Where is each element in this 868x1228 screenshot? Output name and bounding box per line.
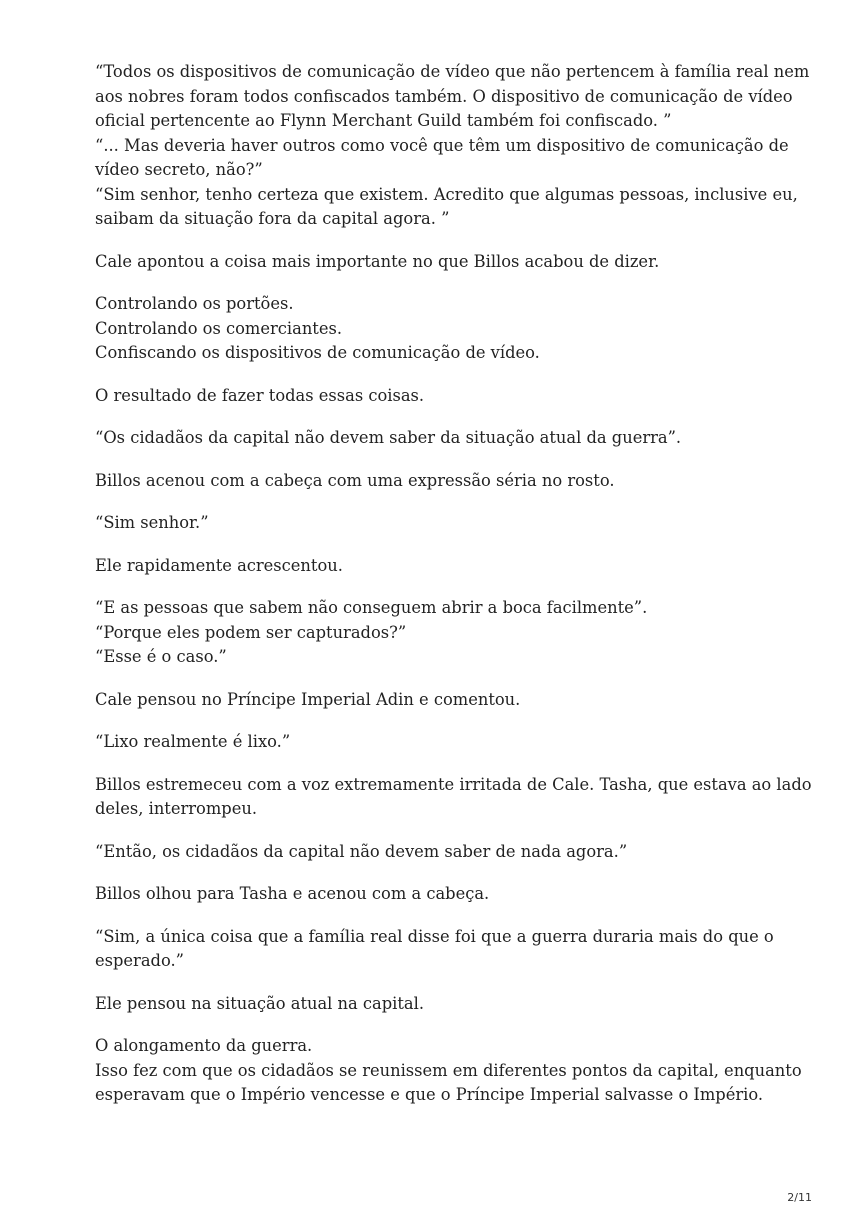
document-body	[95, 60, 812, 1126]
paragraph	[95, 292, 775, 366]
paragraph	[95, 1034, 802, 1108]
text-line: esperavam que o Império vencesse e que o Príncipe Imperial salvasse o Império.	[95, 1085, 764, 1104]
text-line: oficial pertencente ao Flynn Merchant Guild também foi confiscado. ”	[95, 111, 672, 130]
paragraph	[95, 882, 775, 907]
text-line: Confiscando os dispositivos de comunicação de vídeo.	[95, 343, 540, 362]
paragraph	[95, 773, 812, 822]
text-line: “Os cidadãos da capital não devem saber da situação atual da guerra”.	[95, 428, 682, 447]
text-line: “Sim senhor.”	[95, 513, 209, 532]
paragraph	[95, 925, 775, 974]
text-line: O resultado de fazer todas essas coisas.	[95, 385, 425, 405]
text-line: Ele pensou na situação atual na capital.	[95, 993, 425, 1013]
text-line: “E as pessoas que sabem não conseguem abrir a boca facilmente”.	[95, 598, 648, 617]
paragraph	[95, 384, 775, 409]
text-line: Isso fez com que os cidadãos se reunissem em diferentes pontos da capital, enquanto	[95, 1060, 802, 1080]
text-line: “Porque eles podem ser capturados?”	[95, 622, 407, 642]
text-line: “Sim, a única coisa que a família real disse foi que a guerra duraria mais do que o	[95, 926, 774, 946]
text-line: Billos olhou para Tasha e acenou com a cabeça.	[95, 884, 490, 903]
text-line: “Sim senhor, tenho certeza que existem. Acredito que algumas pessoas, inclusive eu,	[95, 184, 798, 204]
text-line: Billos acenou com a cabeça com uma expressão séria no rosto.	[95, 470, 615, 490]
paragraph	[95, 60, 810, 232]
paragraph	[95, 688, 775, 713]
page-number: 2/11	[787, 1191, 812, 1204]
text-line: aos nobres foram todos confiscados também. O dispositivo de comunicação de vídeo	[95, 86, 793, 106]
text-line: “... Mas deveria haver outros como você que têm um dispositivo de comunicação de	[95, 135, 789, 155]
text-line: Controlando os comerciantes.	[95, 318, 343, 338]
paragraph	[95, 469, 775, 494]
paragraph	[95, 730, 775, 755]
text-line: Cale pensou no Príncipe Imperial Adin e comentou.	[95, 689, 521, 709]
text-line: “Todos os dispositivos de comunicação de vídeo que não pertencem à família real nem	[95, 62, 810, 81]
paragraph	[95, 511, 775, 536]
paragraph	[95, 426, 775, 451]
text-line: “Esse é o caso.”	[95, 647, 227, 666]
text-line: saibam da situação fora da capital agora. ”	[95, 209, 450, 228]
paragraph	[95, 840, 775, 865]
text-line: Cale apontou a coisa mais importante no que Billos acabou de dizer.	[95, 251, 660, 271]
text-line: “Lixo realmente é lixo.”	[95, 732, 291, 751]
paragraph	[95, 554, 775, 579]
paragraph	[95, 992, 775, 1017]
paragraph	[95, 596, 775, 670]
text-line: Ele rapidamente acrescentou.	[95, 555, 343, 575]
text-line: deles, interrompeu.	[95, 799, 258, 818]
text-line: esperado.”	[95, 951, 184, 970]
text-line: vídeo secreto, não?”	[95, 160, 263, 179]
text-line: Controlando os portões.	[95, 294, 294, 313]
text-line: Billos estremeceu com a voz extremamente irritada de Cale. Tasha, que estava ao lado	[95, 774, 812, 794]
paragraph	[95, 250, 775, 275]
text-line: O alongamento da guerra.	[95, 1036, 313, 1055]
text-line: “Então, os cidadãos da capital não devem saber de nada agora.”	[95, 841, 628, 861]
